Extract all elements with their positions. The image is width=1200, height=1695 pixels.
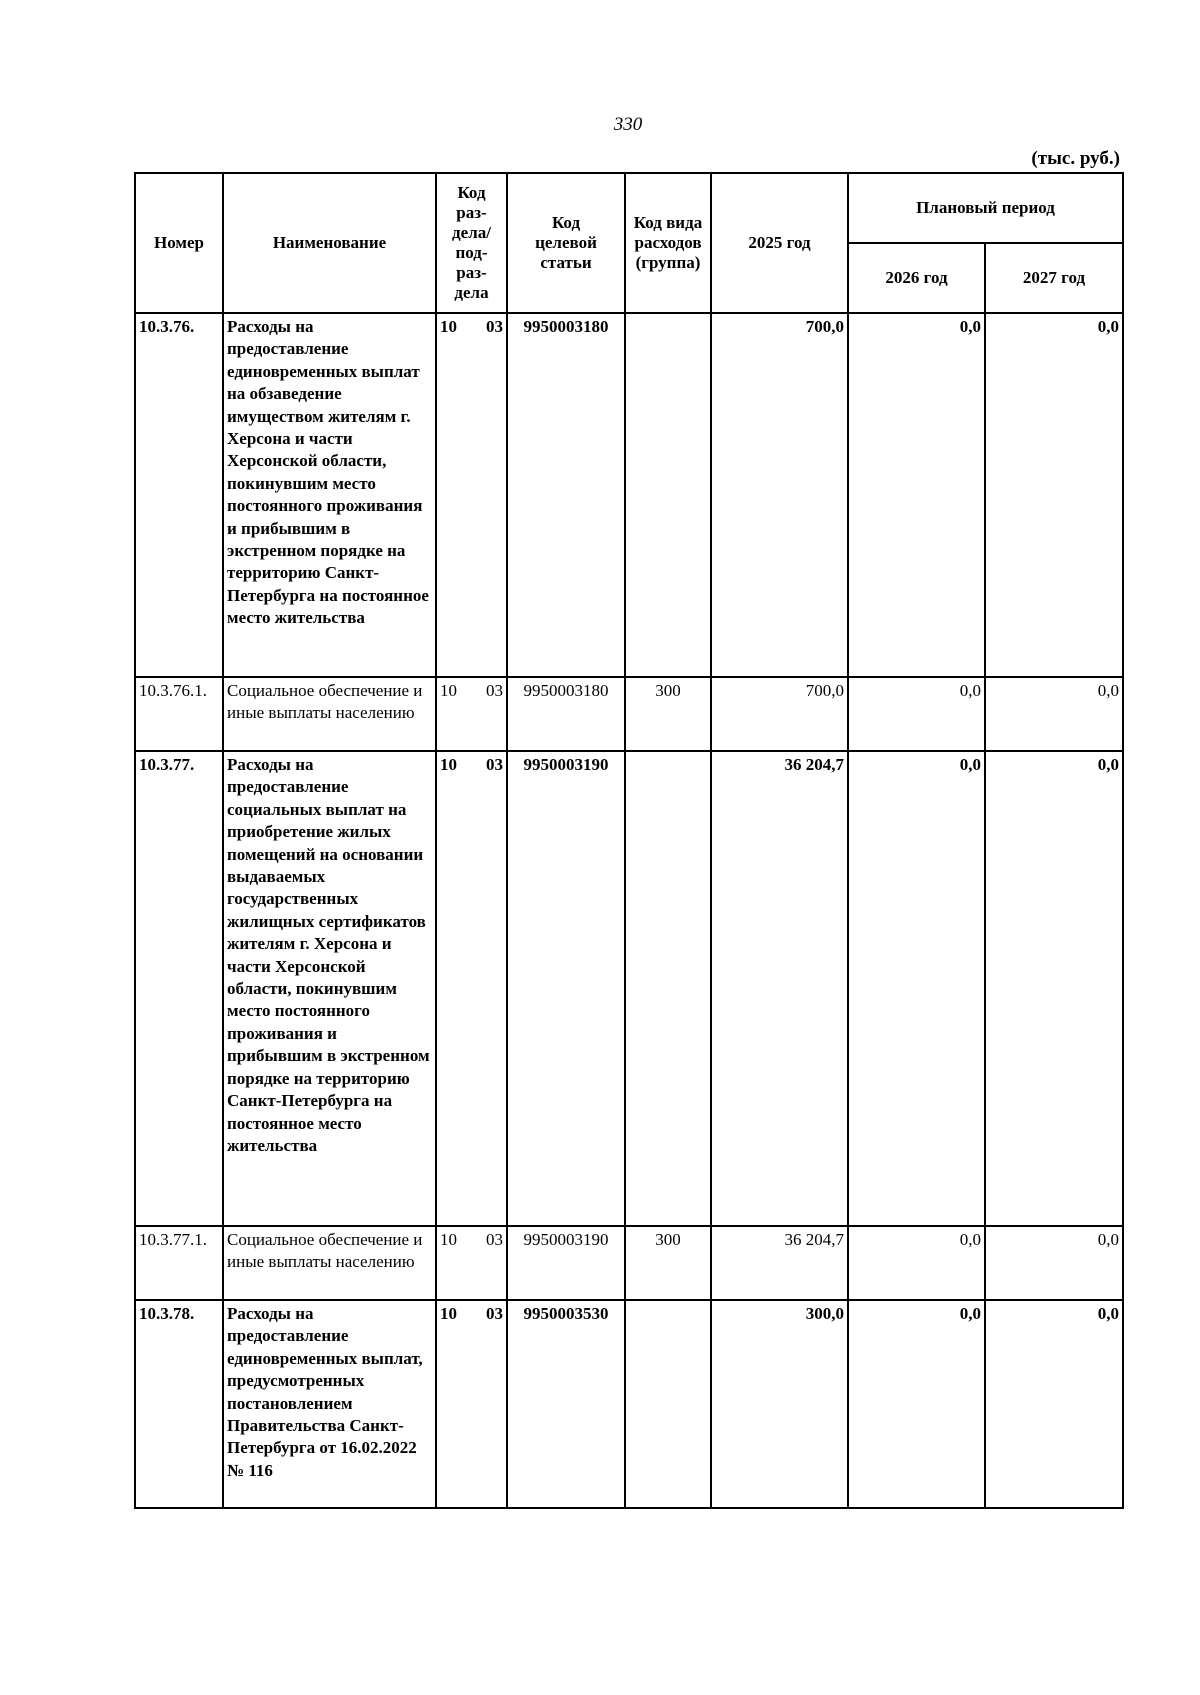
row-2025: 36 204,7 [711, 751, 848, 1226]
header-csr [507, 173, 625, 313]
row-2027: 0,0 [985, 677, 1123, 751]
header-2026: 2026 год [848, 243, 985, 313]
row-2027: 0,0 [985, 751, 1123, 1226]
row-rz: 10 [440, 1230, 457, 1249]
header-2025: 2025 год [711, 173, 848, 313]
header-2027: 2027 год [985, 243, 1123, 313]
row-pr: 03 [486, 755, 503, 774]
row-2025: 700,0 [711, 677, 848, 751]
row-vr [625, 313, 711, 677]
row-rz-pr [436, 751, 507, 1226]
row-2025: 700,0 [711, 313, 848, 677]
row-rz: 10 [440, 681, 457, 700]
row-rz-pr [436, 313, 507, 677]
header-planned-period: Плановый период [848, 173, 1123, 243]
header-csr-line: статьи [540, 253, 592, 272]
row-name: Социальное обеспечение и иные выплаты населению [223, 1226, 436, 1300]
header-number: Номер [135, 173, 223, 313]
table-row [135, 1300, 1123, 1508]
header-rz-pr-line: дела/ [452, 223, 491, 242]
row-name: Расходы на предоставление социальных выплат на приобретение жилых помещений на основании выдаваемых государственных жилищных сертификатов жителям г. Херсона и части Херсонской области, покинувшим место постоянного проживания и прибывшим в экстренном порядке на территорию Санкт-Петербурга на постоянное место жительства [223, 751, 436, 1226]
row-vr: 300 [625, 677, 711, 751]
row-rz-pr [436, 677, 507, 751]
row-pr: 03 [486, 1304, 503, 1323]
header-csr-line: целевой [535, 233, 597, 252]
row-pr: 03 [486, 1230, 503, 1249]
row-number: 10.3.76. [135, 313, 223, 677]
header-name: Наименование [223, 173, 436, 313]
header-rz-pr-line: Код [457, 183, 486, 202]
row-2027: 0,0 [985, 1226, 1123, 1300]
header-vr-line: расходов [634, 233, 702, 252]
row-2027: 0,0 [985, 313, 1123, 677]
row-2026: 0,0 [848, 751, 985, 1226]
row-rz-pr [436, 1226, 507, 1300]
header-rz-pr [436, 173, 507, 313]
row-vr: 300 [625, 1226, 711, 1300]
table-row [135, 751, 1123, 1226]
units-label: (тыс. руб.) [1031, 148, 1120, 169]
row-vr [625, 751, 711, 1226]
row-name: Расходы на предоставление единовременных выплат, предусмотренных постановлением Правительства Санкт-Петербурга от 16.02.2022 № 116 [223, 1300, 436, 1508]
header-rz-pr-line: под- [455, 243, 488, 262]
row-rz: 10 [440, 1304, 457, 1323]
row-rz: 10 [440, 755, 457, 774]
row-rz-pr [436, 1300, 507, 1508]
budget-table [134, 172, 1124, 1509]
row-number: 10.3.76.1. [135, 677, 223, 751]
row-number: 10.3.77. [135, 751, 223, 1226]
header-rz-pr-line: раз- [456, 203, 487, 222]
row-name: Социальное обеспечение и иные выплаты населению [223, 677, 436, 751]
row-2025: 36 204,7 [711, 1226, 848, 1300]
row-pr: 03 [486, 317, 503, 336]
header-csr-line: Код [551, 213, 581, 232]
header-vr-line: Код вида [633, 213, 703, 232]
header-rz-pr-line: дела [454, 283, 489, 302]
row-2026: 0,0 [848, 1300, 985, 1508]
budget-table-container [134, 172, 1124, 1509]
row-2026: 0,0 [848, 677, 985, 751]
row-name: Расходы на предоставление единовременных выплат на обзаведение имуществом жителям г. Херсона и части Херсонской области, покинувшим место постоянного проживания и прибывшим в экстренном порядке на территорию Санкт-Петербурга на постоянное место жительства [223, 313, 436, 677]
row-csr: 9950003530 [507, 1300, 625, 1508]
row-vr [625, 1300, 711, 1508]
page-number: 330 [613, 114, 643, 135]
table-row [135, 677, 1123, 751]
row-number: 10.3.77.1. [135, 1226, 223, 1300]
row-csr: 9950003190 [507, 1226, 625, 1300]
header-rz-pr-line: раз- [456, 263, 487, 282]
table-row [135, 313, 1123, 677]
header-vr-line: (группа) [635, 253, 701, 272]
row-number: 10.3.78. [135, 1300, 223, 1508]
row-csr: 9950003180 [507, 313, 625, 677]
row-2026: 0,0 [848, 313, 985, 677]
header-vr [625, 173, 711, 313]
row-csr: 9950003190 [507, 751, 625, 1226]
row-2027: 0,0 [985, 1300, 1123, 1508]
header-row-1 [135, 173, 1123, 243]
row-2025: 300,0 [711, 1300, 848, 1508]
row-rz: 10 [440, 317, 457, 336]
row-csr: 9950003180 [507, 677, 625, 751]
table-row [135, 1226, 1123, 1300]
row-2026: 0,0 [848, 1226, 985, 1300]
row-pr: 03 [486, 681, 503, 700]
